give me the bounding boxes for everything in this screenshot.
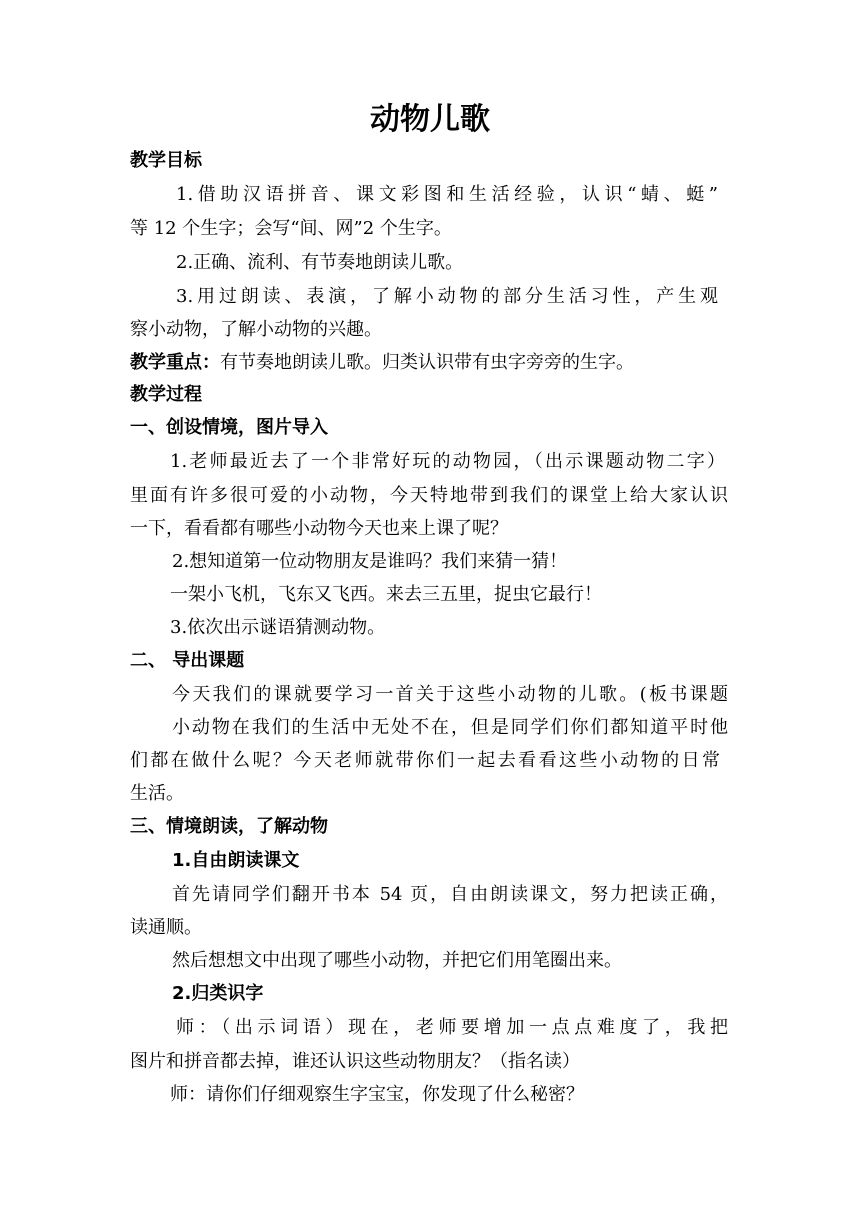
key-points-label: 教学重点： [130, 352, 220, 373]
goal-1-line-1: 1.借助汉语拼音、课文彩图和生活经验，认识“蜻、蜓” [176, 184, 718, 205]
free-reading-para-line-2: 读通顺。 [130, 917, 202, 938]
section-1-para-1-line-1: 1.老师最近去了一个非常好玩的动物园，（出示课题动物二字） [170, 451, 725, 472]
section-2-heading: 二、 导出课题 [130, 650, 245, 671]
teacher-line-1-part-2: 图片和拼音都去掉，谁还认识这些动物朋友？（指名读） [130, 1051, 580, 1072]
section-1-para-1-line-3: 一下，看看都有哪些小动物今天也来上课了呢？ [130, 518, 508, 539]
key-points-paragraph [130, 348, 750, 378]
page-title: 动物儿歌 [370, 102, 490, 137]
goal-3-line-2: 察小动物，了解小动物的兴趣。 [130, 319, 382, 340]
section-1-heading: 一、创设情境，图片导入 [130, 417, 328, 438]
section-2-para-2-line-2: 们都在做什么呢？今天老师就带你们一起去看看这些小动物的日常 [130, 750, 720, 771]
teacher-line-1-part-1: 师：（出示词语）现在，老师要增加一点点难度了，我把 [176, 1017, 728, 1038]
section-1-para-1-line-2: 里面有许多很可爱的小动物，今天特地带到我们的课堂上给大家认识 [130, 485, 728, 506]
free-reading-para-2: 然后想想文中出现了哪些小动物，并把它们用笔圈出来。 [172, 950, 622, 971]
section-2-para-2-line-1: 小动物在我们的生活中无处不在，但是同学们你们都知道平时他 [172, 717, 728, 738]
section-1-para-3: 3.依次出示谜语猜测动物。 [170, 617, 386, 638]
section-2-para-2-line-3: 生活。 [130, 783, 184, 804]
goal-3-line-1: 3.用过朗读、表演，了解小动物的部分生活习性，产生观 [176, 286, 718, 307]
goal-1-line-2: 等 12 个生字；会写“间、网”2 个生字。 [130, 218, 452, 239]
subheading-free-reading: 1.自由朗读课文 [172, 850, 300, 871]
free-reading-para-line-1: 首先请同学们翻开书本 54 页，自由朗读课文，努力把读正确， [172, 884, 728, 905]
section-1-para-2: 2.想知道第一位动物朋友是谁吗？我们来猜一猜！ [172, 551, 568, 572]
section-2-para-1: 今天我们的课就要学习一首关于这些小动物的儿歌。(板书课题 [172, 684, 728, 705]
heading-teaching-goals: 教学目标 [130, 150, 202, 171]
riddle-text: 一架小飞机，飞东又飞西。来去三五里，捉虫它最行！ [170, 584, 602, 605]
teacher-line-2: 师：请你们仔细观察生字宝宝，你发现了什么秘密？ [170, 1084, 584, 1105]
heading-teaching-process: 教学过程 [130, 384, 202, 405]
goal-2: 2.正确、流利、有节奏地朗读儿歌。 [176, 252, 464, 273]
section-3-heading: 三、情境朗读，了解动物 [130, 816, 328, 837]
subheading-categorize-characters: 2.归类识字 [172, 983, 264, 1004]
key-points-text: 有节奏地朗读儿歌。归类认识带有虫字旁旁的生字。 [220, 352, 634, 373]
